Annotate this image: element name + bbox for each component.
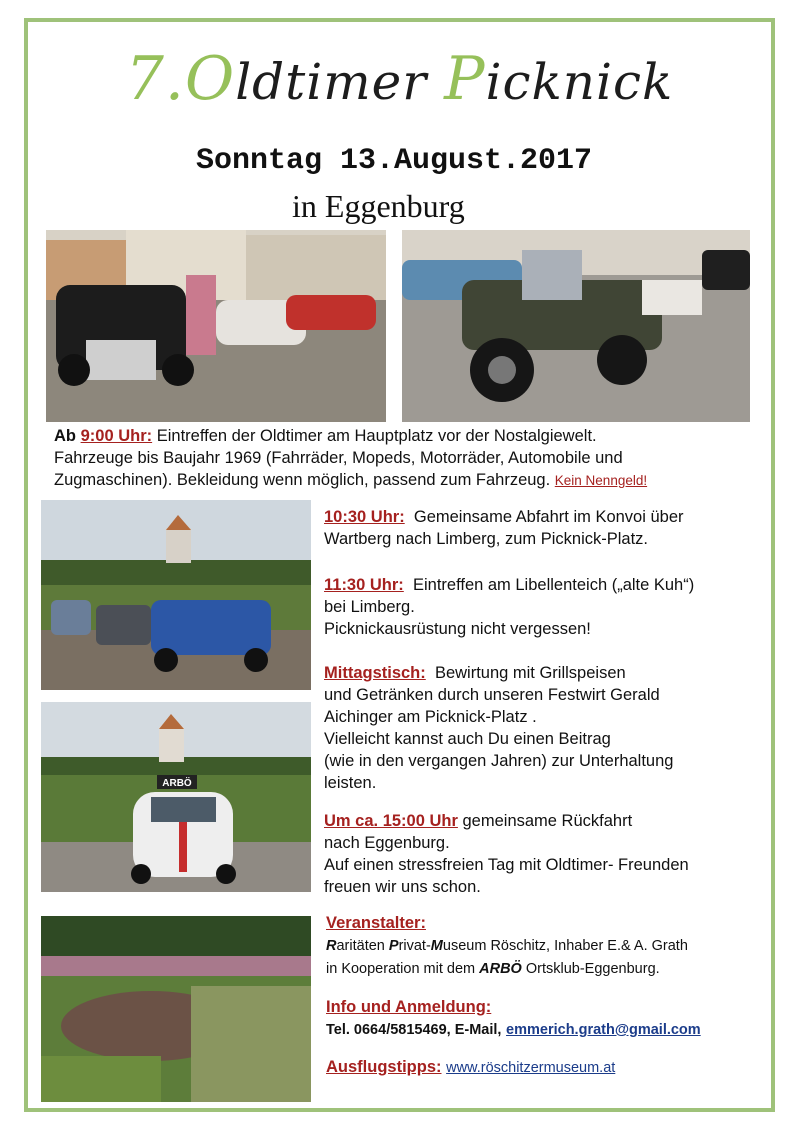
- photo-vintage-cars-square: [46, 230, 386, 422]
- title-p: P: [444, 44, 486, 114]
- organizer-section: Veranstalter: Raritäten Privat-Museum Röschitz, Inhaber E.& A. Grath in Kooperation mit dem ARBÖ Ortsklub-Eggenburg.: [326, 914, 688, 977]
- title-number: 7.: [125, 44, 185, 114]
- intro-line2: Fahrzeuge bis Baujahr 1969 (Fahrräder, Mopeds, Motorräder, Automobile und: [54, 449, 623, 467]
- schedule-item-1130: 11:30 Uhr: Eintreffen am Libellenteich („alte Kuh“) bei Limberg. Picknickausrüstung nicht vergessen!: [324, 576, 695, 638]
- schedule-time: Um ca. 15:00 Uhr: [324, 812, 458, 830]
- schedule-time: Mittagstisch:: [324, 664, 426, 682]
- schedule-time: 10:30 Uhr:: [324, 508, 405, 526]
- title-part2: icknick: [485, 53, 674, 111]
- intro-time: 9:00 Uhr:: [80, 427, 153, 445]
- info-heading: Info und Anmeldung:: [326, 998, 492, 1016]
- phone-text: Tel. 0664/5815469, E-Mail,: [326, 1022, 502, 1038]
- page-title: [0, 44, 799, 114]
- title-o: O: [184, 44, 236, 114]
- schedule-item-mittagstisch: Mittagstisch: Bewirtung mit Grillspeisen und Getränken durch unseren Festwirt Gerald Aichinger am Picknick-Platz . Vielleicht kannst auch Du einen Beitrag (wie in den vergangen Jahren) zur Unterhaltung leisten.: [324, 664, 674, 792]
- intro-line3: Zugmaschinen). Bekleidung wenn möglich, passend zum Fahrzeug.: [54, 471, 551, 489]
- tips-section: [326, 1056, 766, 1079]
- intro-line1: Eintreffen der Oldtimer am Hauptplatz vor der Nostalgiewelt.: [156, 427, 597, 445]
- nenngeld-note: Kein Nenngeld!: [554, 473, 648, 488]
- photo-convoy: [41, 500, 311, 690]
- arbo-plate-text: ARBÖ: [162, 778, 192, 789]
- event-place: in Eggenburg: [292, 188, 465, 224]
- event-date: Sonntag 13.August.2017: [196, 144, 593, 178]
- email-link[interactable]: emmerich.grath@gmail.com: [506, 1022, 701, 1038]
- intro-text: [54, 425, 754, 492]
- photo-motorcycle-sidecar: [402, 230, 750, 422]
- schedule-item-1030: 10:30 Uhr: Gemeinsame Abfahrt im Konvoi über Wartberg nach Limberg, zum Picknick-Platz.: [324, 508, 684, 548]
- organizer-heading: Veranstalter:: [326, 914, 426, 932]
- intro-ab: Ab: [54, 427, 76, 445]
- arbo-brand: ARBÖ: [479, 961, 522, 977]
- schedule-time: 11:30 Uhr:: [324, 576, 404, 594]
- museum-link[interactable]: www.röschitzermuseum.at: [446, 1060, 616, 1076]
- photo-white-car: [41, 702, 311, 892]
- info-section: [326, 996, 766, 1041]
- title-part1: ldtimer: [235, 53, 445, 111]
- photo-picnic-pond: [41, 916, 311, 1102]
- tips-heading: Ausflugstipps:: [326, 1058, 442, 1076]
- schedule-item-1500: Um ca. 15:00 Uhr gemeinsame Rückfahrt nach Eggenburg. Auf einen stressfreien Tag mit Oldtimer- Freunden freuen wir uns schon.: [324, 812, 689, 896]
